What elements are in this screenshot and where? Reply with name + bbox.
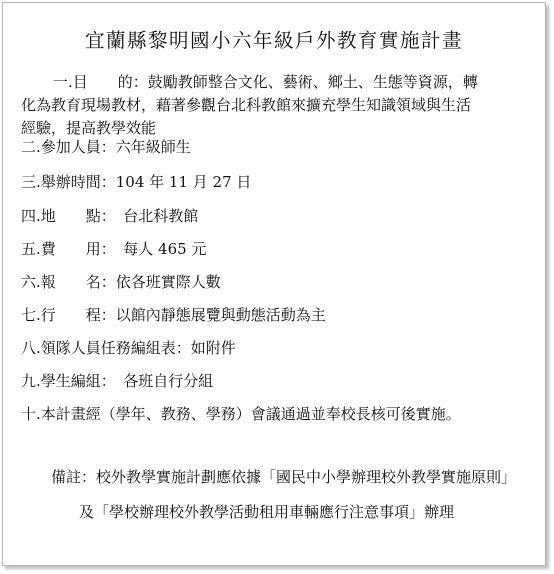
note-line-2: 及「學校辦理校外教學活動租用車輛應行注意事項」辦理 xyxy=(79,503,455,521)
item-fee: 五.費 用： 每人 465 元 xyxy=(21,240,207,258)
purpose-line-1: 一.目 的：鼓勵教師整合文化、藝術、鄉土、生態等資源，轉 xyxy=(53,73,478,91)
purpose-paragraph xyxy=(21,71,541,140)
item-participants: 二.參加人員：六年級師生 xyxy=(21,138,191,156)
item-location: 四.地 點： 台北科教館 xyxy=(21,207,199,225)
item-approval: 十.本計畫經（學年、教務、學務）會議通過並奉校長核可後實施。 xyxy=(21,405,461,423)
purpose-line-3: 經驗，提高教學效能 xyxy=(21,119,157,137)
purpose-line-2: 化為教育現場教材，藉著參觀台北科教館來擴充學生知識領域與生活 xyxy=(21,96,472,114)
item-registration: 六.報 名：依各班實際人數 xyxy=(21,273,221,291)
document-title: 宜蘭縣黎明國小六年級戶外教育實施計畫 xyxy=(84,29,463,52)
note-line-1: 備註：校外教學實施計劃應依據「國民中小學辦理校外教學實施原則」 xyxy=(51,468,517,486)
item-staff-table: 八.領隊人員任務編組表：如附件 xyxy=(21,339,236,357)
item-date: 三.舉辦時間：104 年 11 月 27 日 xyxy=(21,173,252,191)
item-student-groups: 九.學生編組： 各班自行分組 xyxy=(21,372,214,390)
document-page xyxy=(2,2,546,566)
item-itinerary: 七.行 程：以館內靜態展覽與動態活動為主 xyxy=(21,306,326,324)
